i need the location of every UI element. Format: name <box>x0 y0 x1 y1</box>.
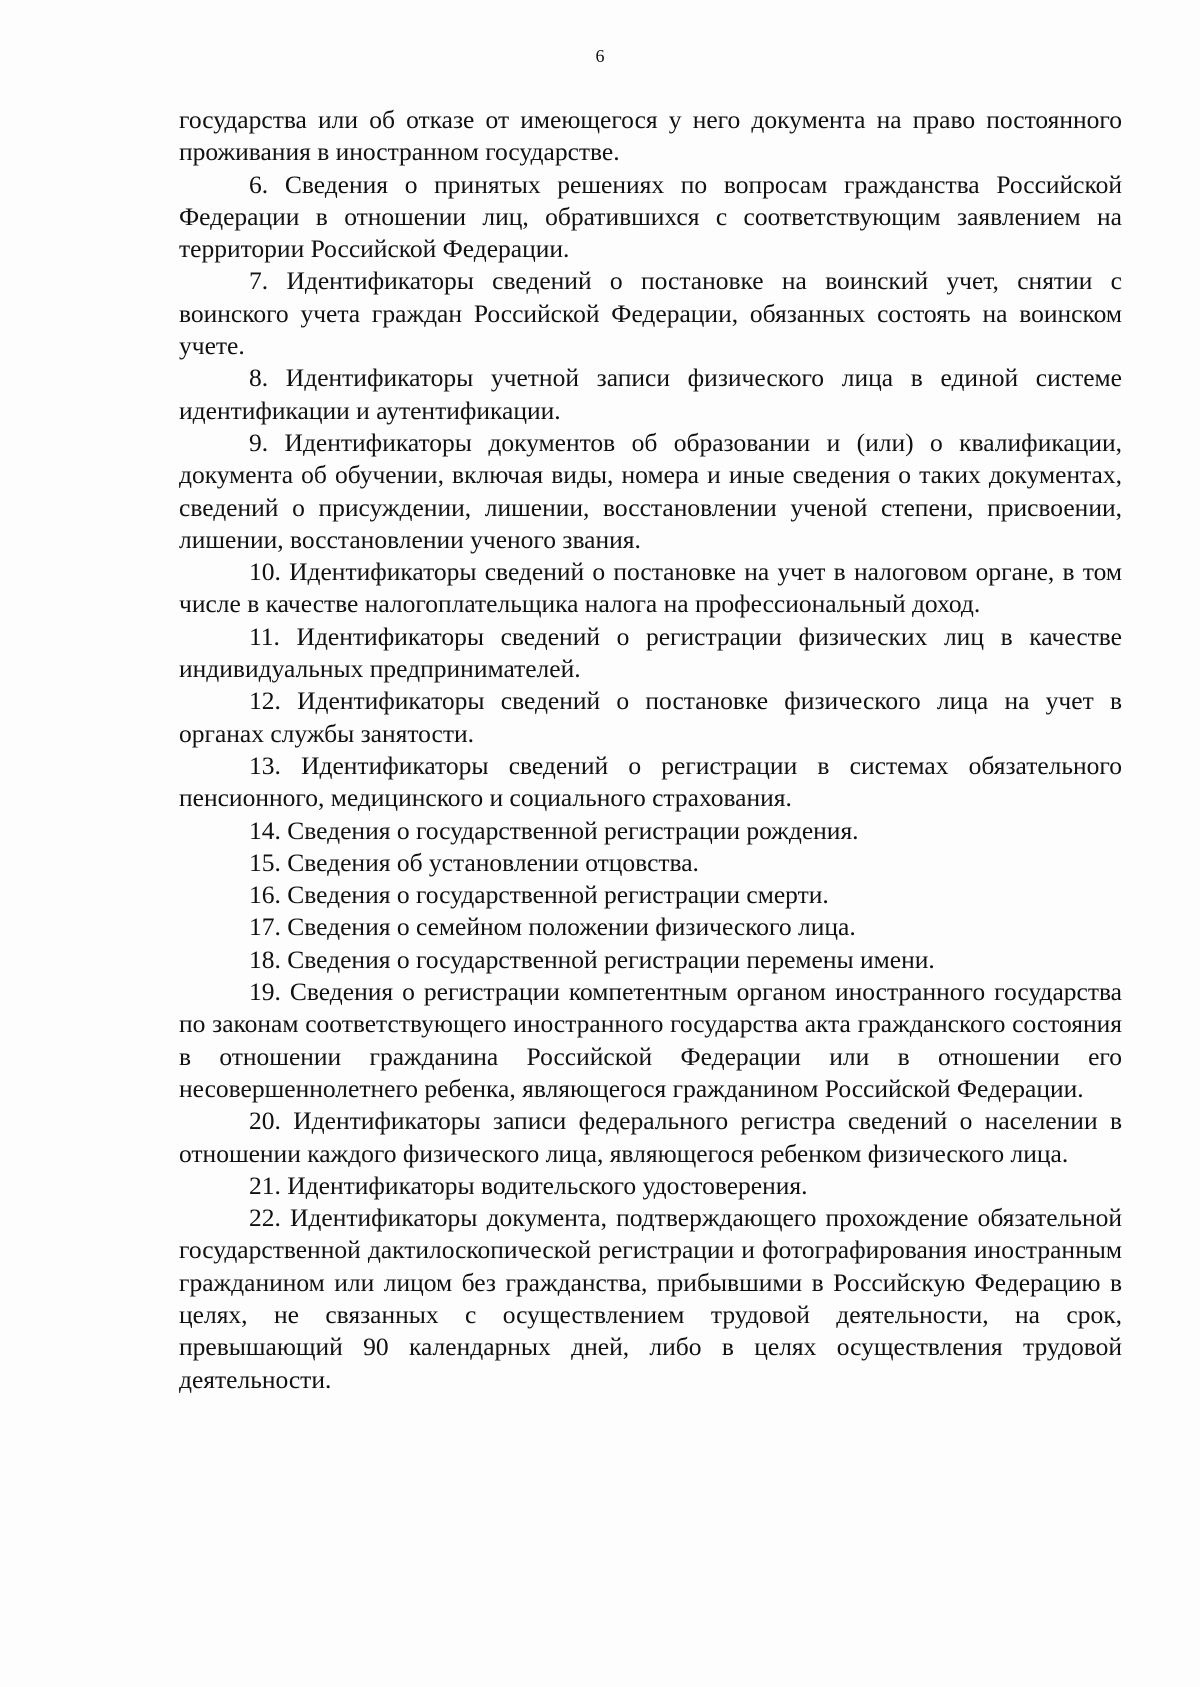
list-item-6: 6. Сведения о принятых решениях по вопросам гражданства Российской Федерации в отношении лиц, обратившихся с соответствующим заявлением на территории Российской Федерации. <box>179 169 1122 264</box>
list-item-21: 21. Идентификаторы водительского удостоверения. <box>249 1170 808 1200</box>
paragraph-continuation: государства или об отказе от имеющегося у него документа на право постоянного проживания в иностранном государстве. <box>179 105 1122 167</box>
document-body <box>179 104 1122 1396</box>
list-item-15: 15. Сведения об установлении отцовства. <box>249 847 699 877</box>
list-item-10: 10. Идентификаторы сведений о постановке на учет в налоговом органе, в том числе в качестве налогоплательщика налога на профессиональный доход. <box>179 557 1122 619</box>
list-item-9: 9. Идентификаторы документов об образовании и (или) о квалификации, документа об обучении, включая виды, номера и иные сведения о таких документах, сведений о присуждении, лишении, восстановлении ученой степени, присвоении, лишении, восстановлении ученого звания. <box>179 427 1122 554</box>
list-item-20: 20. Идентификаторы записи федерального регистра сведений о населении в отношении каждого физического лица, являющегося ребенком физического лица. <box>179 1106 1122 1168</box>
list-item-19: 19. Сведения о регистрации компетентным органом иностранного государства по законам соответствующего иностранного государства акта гражданского состояния в отношении гражданина Российской Федерации или в отношении его несовершеннолетнего ребенка, являющегося гражданином Российской Федерации. <box>179 977 1122 1103</box>
list-item-14: 14. Сведения о государственной регистрации рождения. <box>249 815 859 845</box>
list-item-11: 11. Идентификаторы сведений о регистрации физических лиц в качестве индивидуальных предпринимателей. <box>179 621 1122 684</box>
list-item-18: 18. Сведения о государственной регистрации перемены имени. <box>249 944 935 974</box>
list-item-7: 7. Идентификаторы сведений о постановке на воинский учет, снятии с воинского учета граждан Российской Федерации, обязанных состоять на воинском учете. <box>179 266 1122 361</box>
list-item-8: 8. Идентификаторы учетной записи физического лица в единой системе идентификации и аутентификации. <box>179 363 1122 425</box>
list-item-22: 22. Идентификаторы документа, подтверждающего прохождение обязательной государственной дактилоскопической регистрации и фотографирования иностранным гражданином или лицом без гражданства, прибывшими в Российскую Федерацию в целях, не связанных с осуществлением трудовой деятельности, на срок, превышающий 90 календарных дней, либо в целях осуществления трудовой деятельности. <box>179 1203 1122 1394</box>
list-item-16: 16. Сведения о государственной регистрации смерти. <box>249 880 829 910</box>
list-item-12: 12. Идентификаторы сведений о постановке физического лица на учет в органах службы занятости. <box>179 686 1122 748</box>
list-item-17: 17. Сведения о семейном положении физического лица. <box>249 912 856 942</box>
list-item-13: 13. Идентификаторы сведений о регистрации в системах обязательного пенсионного, медицинского и социального страхования. <box>179 750 1122 813</box>
page-number: 6 <box>595 46 605 66</box>
